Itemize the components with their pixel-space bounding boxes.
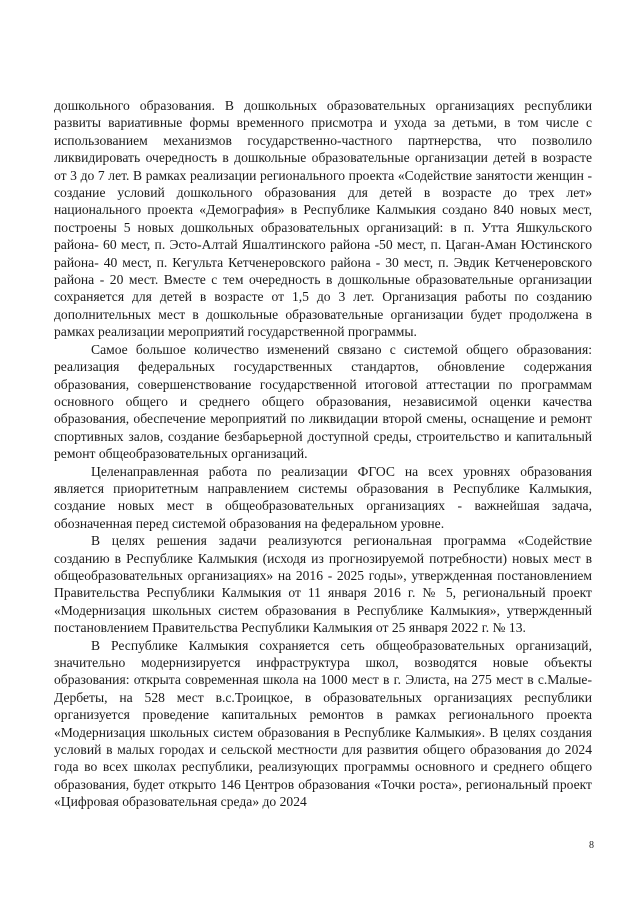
paragraph-preschool: дошкольного образования. В дошкольных образовательных организациях республики развиты вариативные формы временного присмотра и ухода за детьми, в том числе с использованием механизмов государственно-частного партнерства, что позволило ликвидировать очередность в дошкольные образовательные организации детей в возрасте от 3 до 7 лет. В рамках реализации регионального проекта «Содействие занятости женщин - создание условий дошкольного образования для детей в возрасте до трех лет» национального проекта «Демография» в Республике Калмыкия создано 840 новых мест, построены 5 новых дошкольных образовательных организаций: в п. Утта Яшкульского района- 60 мест, п. Эсто-Алтай Яшалтинского района -50 мест, п. Цаган-Аман Юстинского района- 40 мест, п. Кегульта Кетченеровского района - 30 мест, п. Эвдик Кетченеровского района - 20 мест. Вместе с тем очередность в дошкольные образовательные организации сохраняется для детей в возрасте от 1,5 до 3 лет. Организация работы по созданию дополнительных мест в дошкольные образовательные организации будет продолжена в рамках реализации мероприятий государственной программы. <box>54 98 592 340</box>
paragraph-general-education: Самое большое количество изменений связано с системой общего образования: реализация федеральных государственных стандартов, обновление содержания образования, совершенствование государственной итоговой аттестации по программам основного общего и среднего общего образования, независимой оценки качества образования, обеспечение мероприятий по ликвидации второй смены, оснащение и ремонт спортивных залов, создание безбарьерной доступной среды, строительство и капитальный ремонт общеобразовательных организаций. <box>54 341 592 462</box>
document-body <box>54 97 592 811</box>
paragraph-regional-program: В целях решения задачи реализуются региональная программа «Содействие созданию в Республике Калмыкия (исходя из прогнозируемой потребности) новых мест в общеобразовательных организациях» на 2016 - 2025 годы», утвержденная постановлением Правительства Республики Калмыкия от 11 января 2016 г. № 5, региональный проект «Модернизация школьных систем образования в Республике Калмыкия», утвержденный постановлением Правительства Республики Калмыкия от 25 января 2022 г. № 13. <box>54 533 592 636</box>
page-number: 8 <box>589 840 594 851</box>
paragraph-school-network: В Республике Калмыкия сохраняется сеть общеобразовательных организаций, значительно модернизируется инфраструктура школ, возводятся новые объекты образования: открыта современная школа на 1000 мест в г. Элиста, на 275 мест в с.Малые-Дербеты, на 528 мест в.с.Троицкое, в образовательных организациях республики организуется проведение капитальных ремонтов в рамках регионального проекта «Модернизация школьных систем образования в Республике Калмыкия». В целях создания условий в малых городах и сельской местности для развития общего образования до 2024 года во всех школах республики, реализующих программы основного и среднего общего образования, будет открыто 146 Центров образования «Точки роста», региональный проект «Цифровая образовательная среда» до 2024 <box>54 637 592 810</box>
paragraph-fgos: Целенаправленная работа по реализации ФГОС на всех уровнях образования является приоритетным направлением системы образования в Республике Калмыкия, создание новых мест в общеобразовательных организациях - важнейшая задача, обозначенная перед системой образования на федеральном уровне. <box>54 463 592 531</box>
